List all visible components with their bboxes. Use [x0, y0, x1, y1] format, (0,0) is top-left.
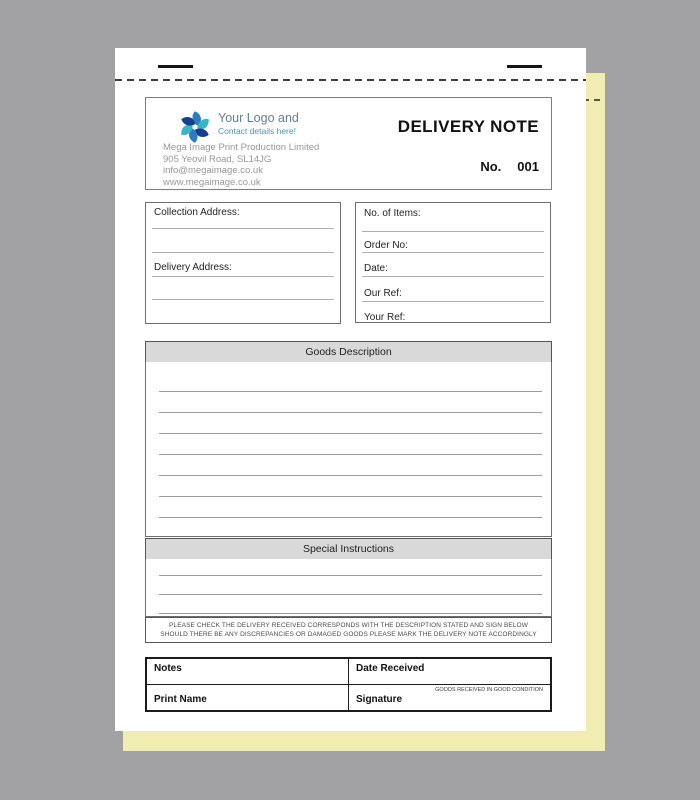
special-instructions-box: [145, 559, 552, 617]
document-number-label: No.: [480, 159, 502, 174]
ruled-line: [159, 497, 542, 518]
ruled-line: [159, 576, 542, 595]
delivery-address-label: Delivery Address:: [154, 262, 232, 273]
order-info-box: [355, 202, 551, 323]
copy-perforation-line: [583, 99, 603, 101]
collection-address-label: Collection Address:: [154, 207, 240, 218]
disclaimer-line1: PLEASE CHECK THE DELIVERY RECEIVED CORRESPONDS WITH THE DESCRIPTION STATED AND SIGN BELOW: [169, 621, 528, 629]
write-in-line: [152, 299, 334, 300]
document-number-value: 001: [517, 159, 539, 174]
ruled-line: [159, 455, 542, 476]
ruled-line: [159, 371, 542, 392]
write-in-line: [362, 252, 544, 253]
company-name: Mega Image Print Production Limited: [163, 142, 320, 153]
address-box: [145, 202, 341, 324]
write-in-line: [362, 231, 544, 232]
disclaimer-box: [145, 617, 552, 643]
write-in-line: [362, 301, 544, 302]
goods-description-header: Goods Description: [145, 341, 552, 363]
company-details: [163, 142, 319, 188]
condition-note: GOODS RECEIVED IN GOOD CONDITION: [435, 687, 543, 693]
no-of-items-label: No. of Items:: [364, 208, 421, 219]
our-ref-label: Our Ref:: [364, 288, 402, 299]
registration-mark-right: [507, 65, 542, 68]
company-website: www.megaimage.co.uk: [163, 176, 261, 188]
your-ref-label: Your Ref:: [364, 312, 406, 323]
print-name-cell: Print Name: [147, 685, 349, 710]
write-in-line: [152, 276, 334, 277]
perforation-line: [115, 79, 586, 81]
registration-mark-left: [158, 65, 193, 68]
ruled-line: [159, 476, 542, 497]
special-instructions-header: Special Instructions: [145, 538, 552, 560]
signature-label: Signature: [356, 694, 403, 705]
ruled-line: [159, 557, 542, 576]
write-in-line: [362, 276, 544, 277]
company-email: info@megaimage.co.uk: [163, 165, 263, 177]
logo-text-line1: Your Logo and: [218, 111, 299, 125]
goods-ruled-lines: [159, 371, 542, 539]
ruled-line: [159, 595, 542, 614]
company-address: 905 Yeovil Road, SL14JG: [163, 153, 272, 165]
delivery-note-sheet: [115, 48, 586, 731]
ruled-line: [159, 434, 542, 455]
ruled-line: [159, 413, 542, 434]
ruled-line: [159, 392, 542, 413]
logo-placeholder-text: [218, 112, 299, 135]
company-logo-icon: [176, 109, 214, 145]
notes-cell: Notes: [147, 659, 349, 685]
signature-cell: [349, 685, 550, 710]
ruled-line: [159, 518, 542, 539]
write-in-line: [152, 228, 334, 229]
write-in-line: [152, 252, 334, 253]
order-no-label: Order No:: [364, 240, 408, 251]
special-ruled-lines: [159, 557, 542, 614]
logo-text-line2: Contact details here!: [218, 125, 296, 136]
goods-description-box: [145, 362, 552, 537]
disclaimer-line2: SHOULD THERE BE ANY DISCREPANCIES OR DAMAGED GOODS PLEASE MARK THE DELIVERY NOTE ACCORDINGLY: [160, 631, 537, 638]
signature-table: [145, 657, 552, 712]
date-label: Date:: [364, 263, 388, 274]
header-box: [145, 97, 552, 190]
document-title: DELIVERY NOTE: [397, 117, 539, 136]
date-received-cell: Date Received: [349, 659, 550, 685]
document-number: [480, 159, 539, 174]
